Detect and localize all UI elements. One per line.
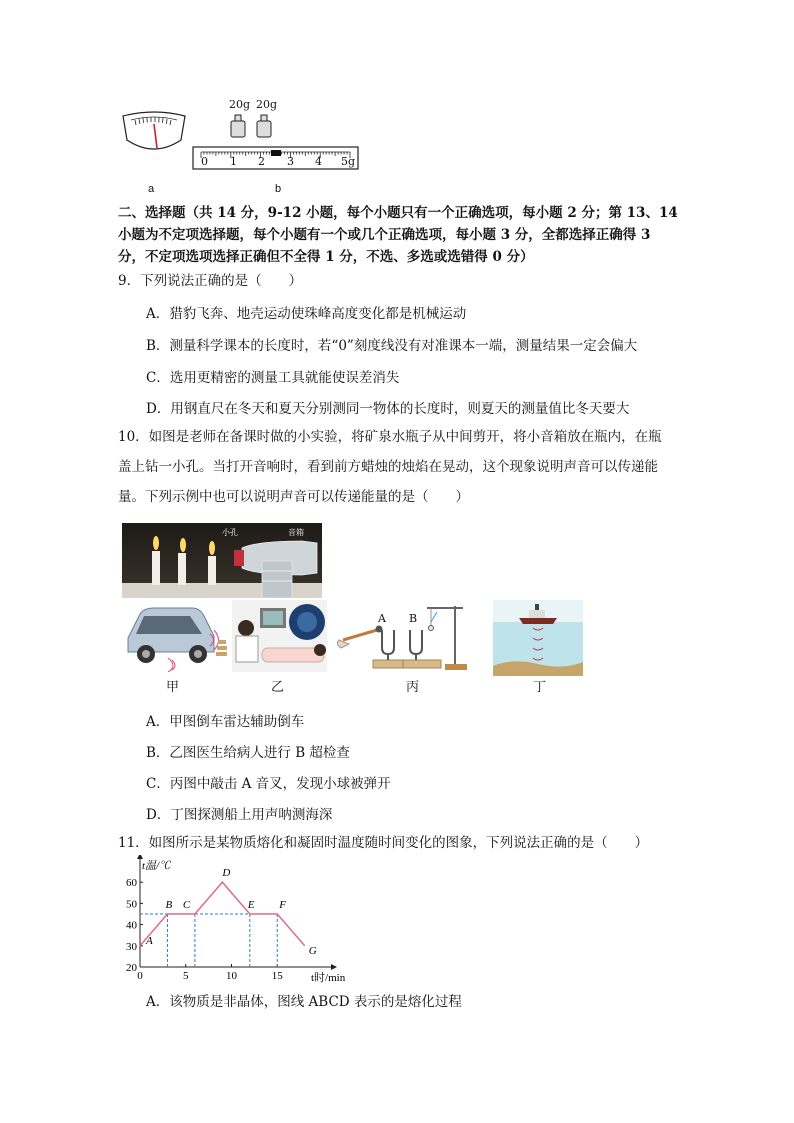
- caption-bing: 丙: [406, 680, 420, 695]
- x-axis-label: t时/min: [311, 972, 346, 984]
- beam-tick-2: 2: [258, 155, 265, 168]
- point-label-g: G: [308, 944, 317, 957]
- point-label-e: E: [247, 899, 255, 911]
- balance-label: b: [275, 183, 282, 195]
- y-tick-label: 60: [126, 877, 137, 890]
- tuning-fork-illustration: [335, 600, 475, 675]
- ultrasound-illustration: [232, 600, 327, 672]
- x-tick-label: 0: [137, 970, 143, 982]
- q10-line-3: 量。下列示例中也可以说明声音可以传递能量的是（ ）: [118, 489, 469, 505]
- section-2-line-3: 分，不定项选项选择正确但不全得 1 分，不选、多选或选错得 0 分）: [118, 249, 534, 265]
- x-tick-label: 15: [271, 970, 283, 982]
- temperature-time-chart: [118, 855, 348, 985]
- fork-label-b: B: [409, 612, 418, 625]
- section-2-line-1: 二、选择题（共 14 分，9-12 小题，每个小题只有一个正确选项，每小题 2 分；第 13、14: [118, 205, 678, 221]
- y-tick-label: 30: [126, 940, 137, 953]
- sonar-ship-illustration: [493, 600, 583, 676]
- top-figure: [115, 95, 385, 195]
- tuning-fork-icon: [382, 630, 422, 660]
- photo-label-speaker: 音箱: [288, 528, 304, 537]
- q9-option-c[interactable]: C．选用更精密的测量工具就能使误差消失: [146, 370, 400, 386]
- y-axis-label: t温/℃: [142, 860, 171, 872]
- caption-yi: 乙: [271, 680, 285, 695]
- q10-line-2: 盖上钻一小孔。当打开音响时，看到前方蜡烛的烛焰在晃动，这个现象说明声音可以传递能: [118, 459, 658, 475]
- scale-label: a: [148, 183, 155, 195]
- q9-stem: 9．下列说法正确的是（ ）: [118, 273, 303, 289]
- q10-option-c[interactable]: C．丙图中敲击 A 音叉，发现小球被弹开: [146, 776, 391, 792]
- x-tick-label: 10: [226, 970, 237, 982]
- dial-scale: [119, 110, 189, 165]
- y-axis-arrow: [137, 855, 143, 859]
- weight-1-label: 20g: [229, 98, 251, 111]
- y-tick-label: 50: [126, 898, 137, 911]
- x-tick-label: 5: [183, 970, 189, 982]
- q11-option-a[interactable]: A．该物质是非晶体，图线 ABCD 表示的是熔化过程: [146, 994, 462, 1010]
- car-radar-illustration: [122, 600, 227, 672]
- y-tick-label: 20: [126, 962, 137, 974]
- caption-jia: 甲: [166, 680, 180, 695]
- beam-tick-labels: [201, 155, 361, 169]
- q9-option-a[interactable]: A．猎豹飞奔、地壳运动使珠峰高度变化都是机械运动: [146, 306, 467, 322]
- point-label-a: A: [146, 934, 153, 947]
- point-label-b: B: [165, 899, 173, 911]
- q11-stem: 11．如图所示是某物质熔化和凝固时温度随时间变化的图象，下列说法正确的是（ ）: [118, 835, 649, 851]
- beam-tick-5: 5g: [341, 155, 356, 168]
- point-label-d: D: [222, 867, 231, 880]
- q10-option-d[interactable]: D．丁图探测船上用声呐测海深: [146, 807, 333, 823]
- weight-2-label: 20g: [256, 98, 278, 111]
- weight-icon: [231, 115, 271, 137]
- photo-label-hole: 小孔: [222, 528, 238, 537]
- caption-ding: 丁: [533, 680, 547, 695]
- q10-line-1: 10．如图是老师在备课时做的小实验，将矿泉水瓶子从中间剪开，将小音箱放在瓶内，在瓶: [118, 429, 662, 445]
- q9-option-b[interactable]: B．测量科学课本的长度时，若“0”刻度线没有对准课本一端，测量结果一定会偏大: [146, 338, 638, 354]
- beam-tick-3: 3: [287, 155, 294, 168]
- x-axis-arrow: [331, 964, 337, 970]
- y-tick-label: 40: [126, 919, 137, 932]
- q10-option-a[interactable]: A．甲图倒车雷达辅助倒车: [146, 714, 305, 730]
- point-label-c: C: [182, 899, 191, 911]
- section-2-line-2: 小题为不定项选择题，每个小题有一个或几个正确选项，每小题 3 分，全都选择正确得 3: [118, 227, 651, 243]
- candle-icon: [152, 536, 216, 585]
- q9-option-d[interactable]: D．用钢直尺在冬天和夏天分别测同一物体的长度时，则夏天的测量值比冬天要大: [146, 401, 630, 417]
- fork-label-a: A: [378, 612, 386, 625]
- q10-option-b[interactable]: B．乙图医生给病人进行 B 超检查: [146, 745, 350, 761]
- point-label-f: F: [279, 899, 286, 911]
- beam-tick-4: 4: [315, 155, 322, 168]
- beam-tick-0: 0: [201, 155, 208, 168]
- beam-tick-1: 1: [230, 155, 237, 168]
- candle-experiment-photo: [122, 523, 322, 598]
